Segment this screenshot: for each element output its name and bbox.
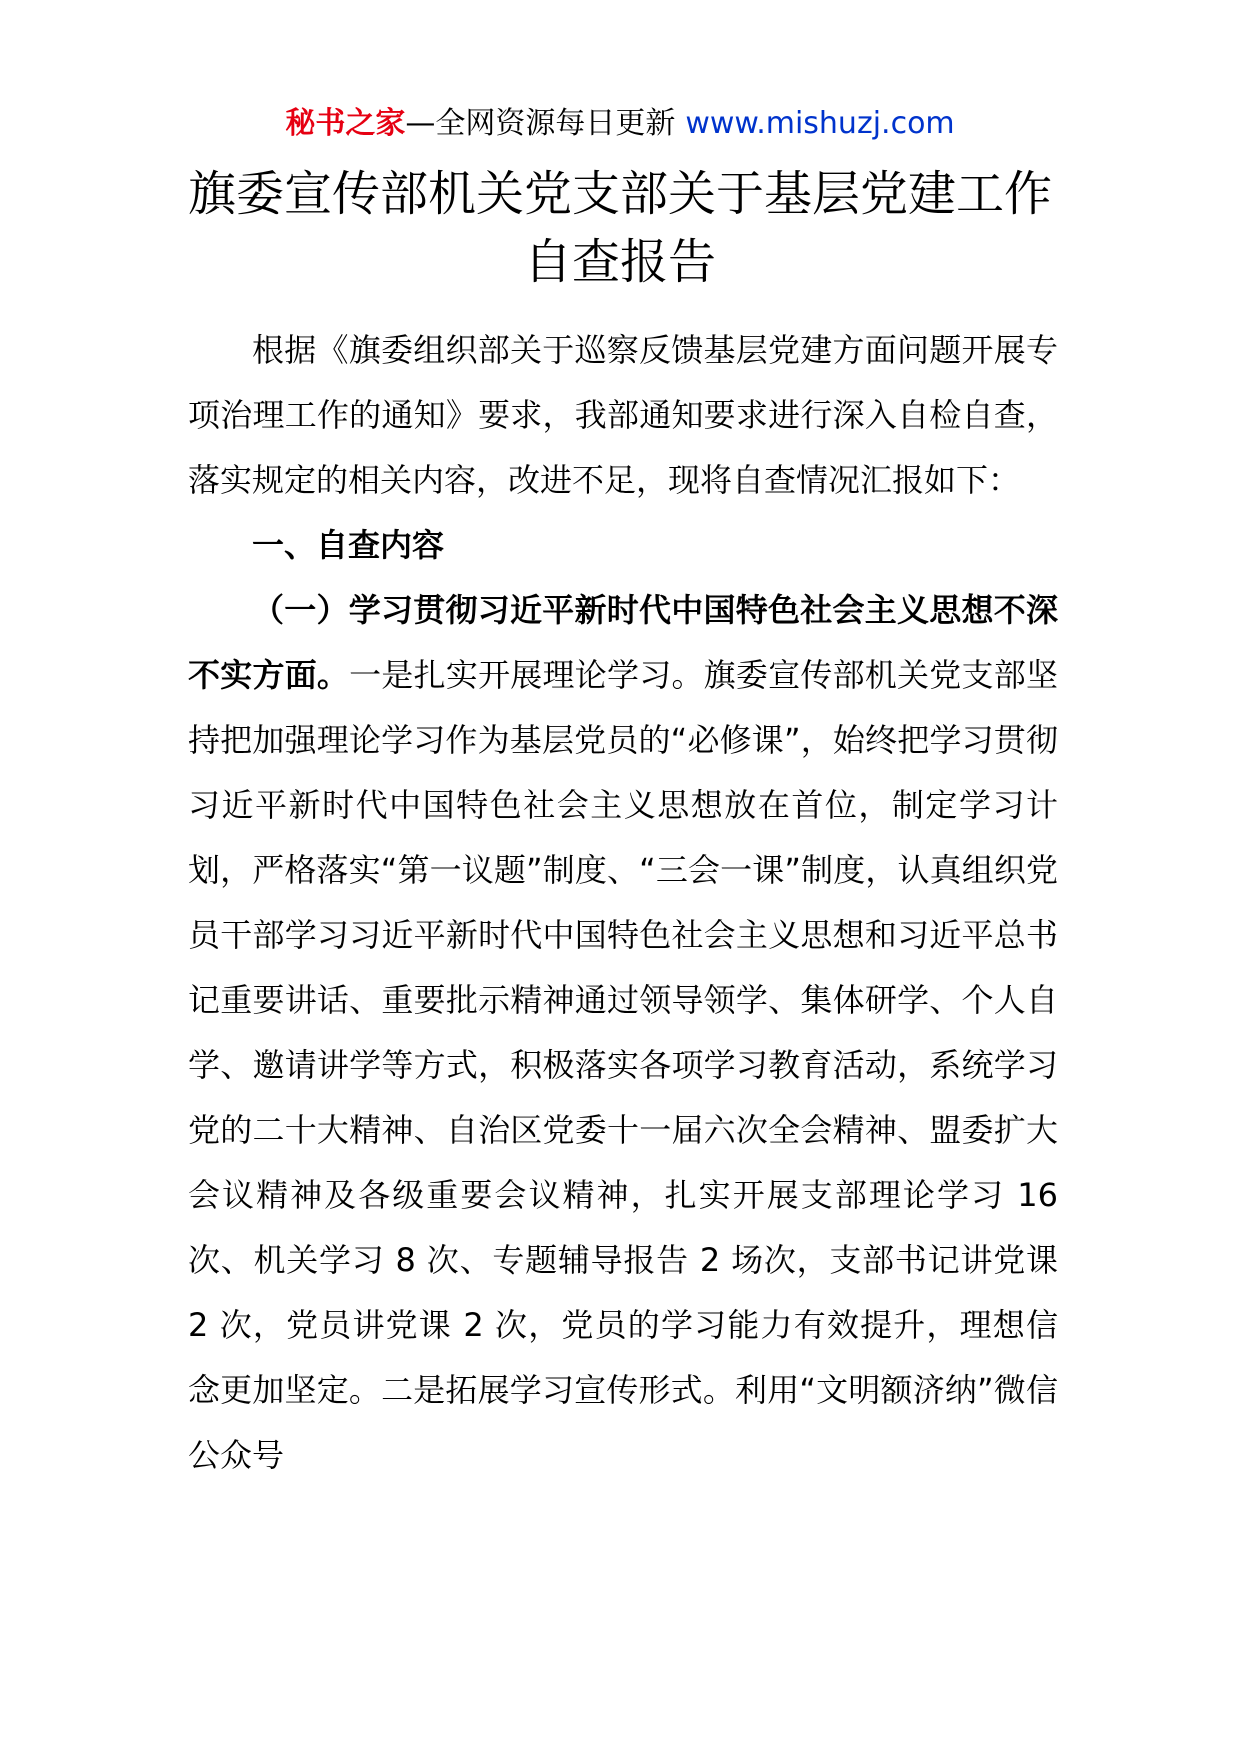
watermark-header bbox=[0, 100, 1240, 148]
document-title bbox=[0, 160, 1240, 296]
subsection-body-text: 一是扎实开展理论学习。旗委宣传部机关党支部坚持把加强理论学习作为基层党员的“必修课”，始终把学习贯彻习近平新时代中国特色社会主义思想放在首位，制定学习计划，严格落实“第一议题”制度、“三会一课”制度，认真组织党员干部学习习近平新时代中国特色社会主义思想和习近平总书记重要讲话、重要批示精神通过领导领学、集体研学、个人自学、邀请讲学等方式，积极落实各项学习教育活动，系统学习党的二十大精神、自治区党委十一届六次全会精神、盟委扩大会议精神及各级重要会议精神，扎实开展支部理论学习 16 次、机关学习 8 次、专题辅导报告 2 场次，支部书记讲党课 2 次，党员讲党课 2 次，党员的学习能力有效提升，理想信念更加坚定。二是拓展学习宣传形式。利用“文明额济纳”微信公众号 bbox=[188, 656, 1058, 1474]
document-body bbox=[188, 318, 1058, 1488]
subsection-paragraph bbox=[188, 578, 1058, 1488]
title-line-2: 自查报告 bbox=[523, 234, 716, 290]
subsection-heading: （一）学习贯彻习近平新时代中国特色社会主义思想不深不实方面。 bbox=[188, 591, 1058, 694]
brand-name: 秘书之家 bbox=[285, 106, 406, 141]
title-line-1: 旗委宣传部机关党支部关于基层党建工作 bbox=[187, 166, 1052, 222]
section-heading: 一、自查内容 bbox=[252, 526, 445, 564]
header-tagline: —全网资源每日更新 bbox=[405, 106, 676, 141]
site-url-link[interactable]: www.mishuzj.com bbox=[685, 106, 955, 141]
intro-paragraph: 根据《旗委组织部关于巡察反馈基层党建方面问题开展专项治理工作的通知》要求，我部通知要求进行深入自检自查，落实规定的相关内容，改进不足，现将自查情况汇报如下： bbox=[188, 331, 1058, 499]
